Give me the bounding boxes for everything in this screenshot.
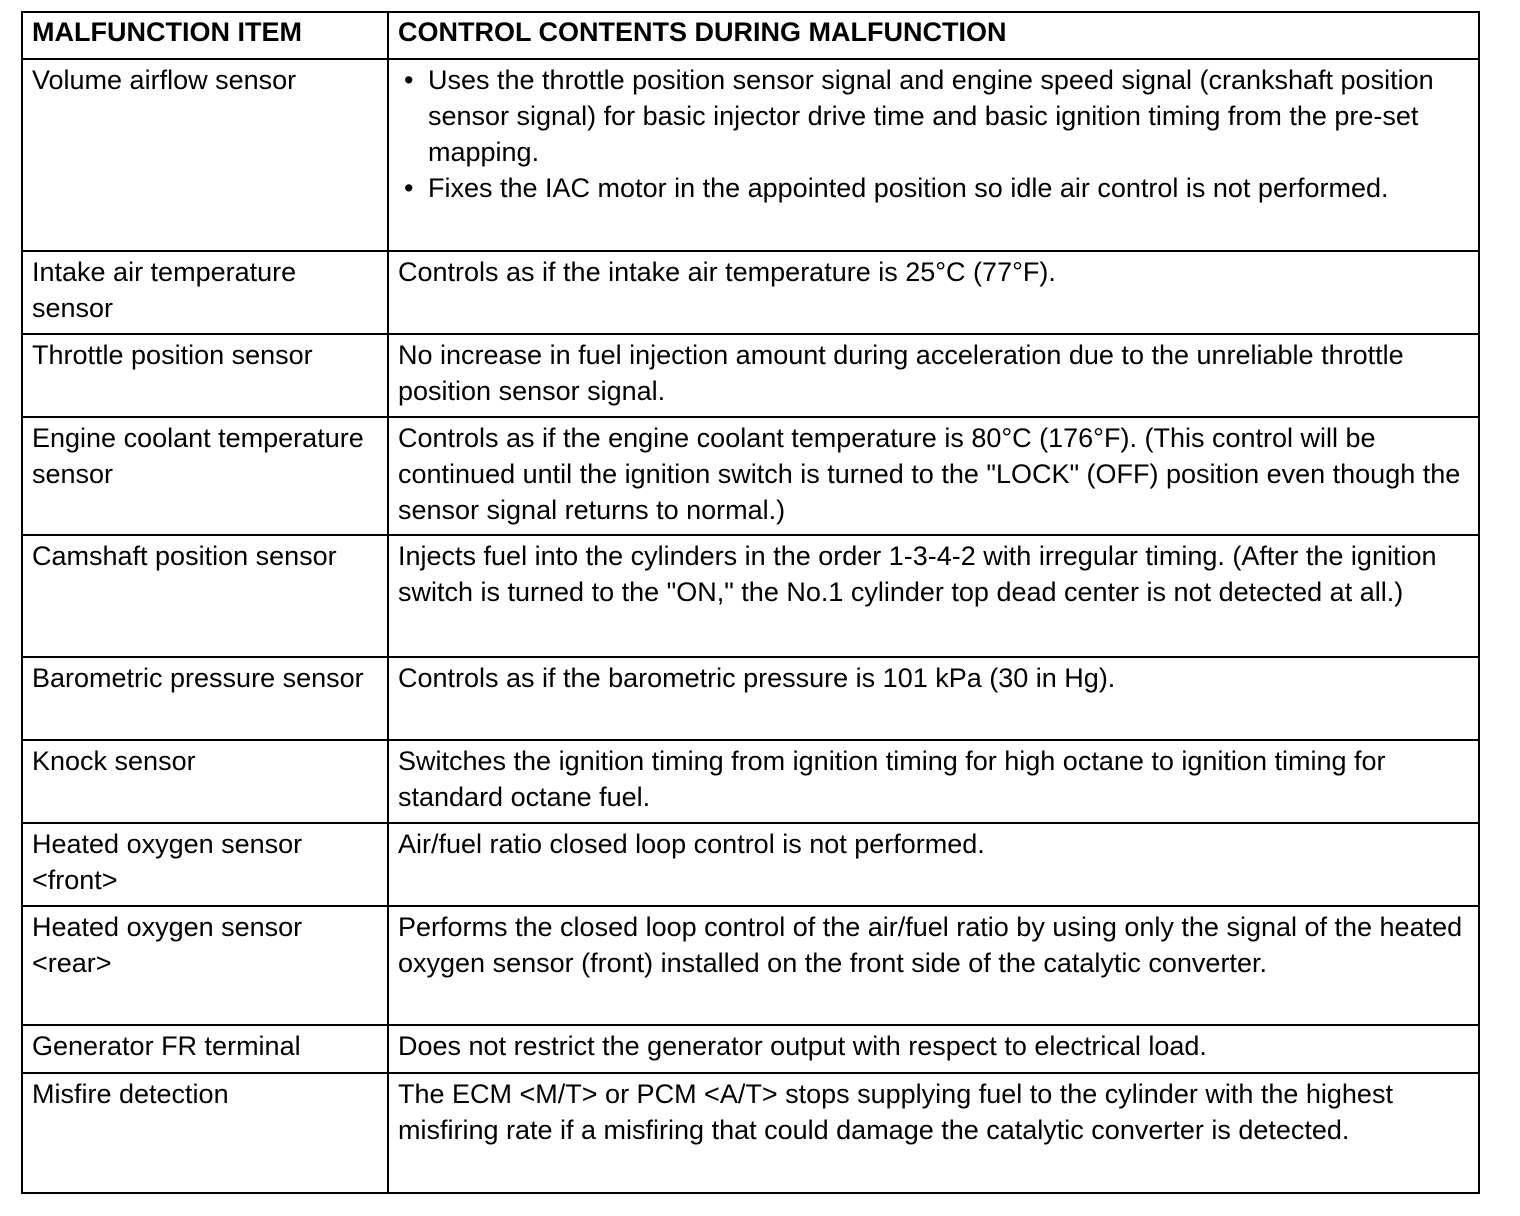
list-item bbox=[404, 170, 1470, 206]
table-row bbox=[22, 823, 1479, 906]
table-row bbox=[22, 535, 1479, 657]
item-cell: Knock sensor bbox=[22, 740, 388, 823]
control-cell: Controls as if the barometric pressure is 101 kPa (30 in Hg). bbox=[388, 657, 1479, 740]
control-cell: Controls as if the intake air temperature is 25°C (77°F). bbox=[388, 251, 1479, 334]
malfunction-table bbox=[21, 11, 1480, 1194]
item-cell: Heated oxygen sensor <rear> bbox=[22, 906, 388, 1025]
item-cell: Barometric pressure sensor bbox=[22, 657, 388, 740]
control-cell: Air/fuel ratio closed loop control is not performed. bbox=[388, 823, 1479, 906]
table-row bbox=[22, 740, 1479, 823]
table-row bbox=[22, 1025, 1479, 1073]
bullet-text: Uses the throttle position sensor signal and engine speed signal (crankshaft position sensor signal) for basic injector drive time and basic ignition timing from the pre-set mapping. bbox=[428, 65, 1434, 167]
table-row bbox=[22, 59, 1479, 251]
control-cell: Does not restrict the generator output with respect to electrical load. bbox=[388, 1025, 1479, 1073]
table-row bbox=[22, 1073, 1479, 1193]
item-cell: Engine coolant temperature sensor bbox=[22, 417, 388, 535]
item-cell: Intake air temperature sensor bbox=[22, 251, 388, 334]
header-row bbox=[22, 12, 1479, 59]
table-row bbox=[22, 906, 1479, 1025]
table-row bbox=[22, 334, 1479, 417]
list-item bbox=[404, 62, 1470, 170]
control-cell: Controls as if the engine coolant temperature is 80°C (176°F). (This control will be continued until the ignition switch is turned to the "LOCK" (OFF) position even though the sensor signal returns to normal.) bbox=[388, 417, 1479, 535]
header-malfunction-item: MALFUNCTION ITEM bbox=[22, 12, 388, 59]
control-cell: Switches the ignition timing from ignition timing for high octane to ignition timing for standard octane fuel. bbox=[388, 740, 1479, 823]
header-control-contents: CONTROL CONTENTS DURING MALFUNCTION bbox=[388, 12, 1479, 59]
item-cell: Generator FR terminal bbox=[22, 1025, 388, 1073]
item-cell: Heated oxygen sensor <front> bbox=[22, 823, 388, 906]
control-cell: The ECM <M/T> or PCM <A/T> stops supplying fuel to the cylinder with the highest misfiring rate if a misfiring that could damage the catalytic converter is detected. bbox=[388, 1073, 1479, 1193]
item-cell: Camshaft position sensor bbox=[22, 535, 388, 657]
table-row bbox=[22, 657, 1479, 740]
item-cell: Misfire detection bbox=[22, 1073, 388, 1193]
item-cell: Volume airflow sensor bbox=[22, 59, 388, 251]
control-cell: No increase in fuel injection amount during acceleration due to the unreliable throttle position sensor signal. bbox=[388, 334, 1479, 417]
bullet-list bbox=[398, 62, 1470, 206]
bullet-text: Fixes the IAC motor in the appointed position so idle air control is not performed. bbox=[428, 173, 1389, 203]
table-row bbox=[22, 417, 1479, 535]
control-cell: Performs the closed loop control of the air/fuel ratio by using only the signal of the heated oxygen sensor (front) installed on the front side of the catalytic converter. bbox=[388, 906, 1479, 1025]
table-row bbox=[22, 251, 1479, 334]
bullet-icon: • bbox=[404, 65, 414, 95]
control-cell bbox=[388, 59, 1479, 251]
bullet-icon: • bbox=[404, 173, 414, 203]
item-cell: Throttle position sensor bbox=[22, 334, 388, 417]
control-cell: Injects fuel into the cylinders in the order 1-3-4-2 with irregular timing. (After the ignition switch is turned to the "ON," the No.1 cylinder top dead center is not detected at all.) bbox=[388, 535, 1479, 657]
